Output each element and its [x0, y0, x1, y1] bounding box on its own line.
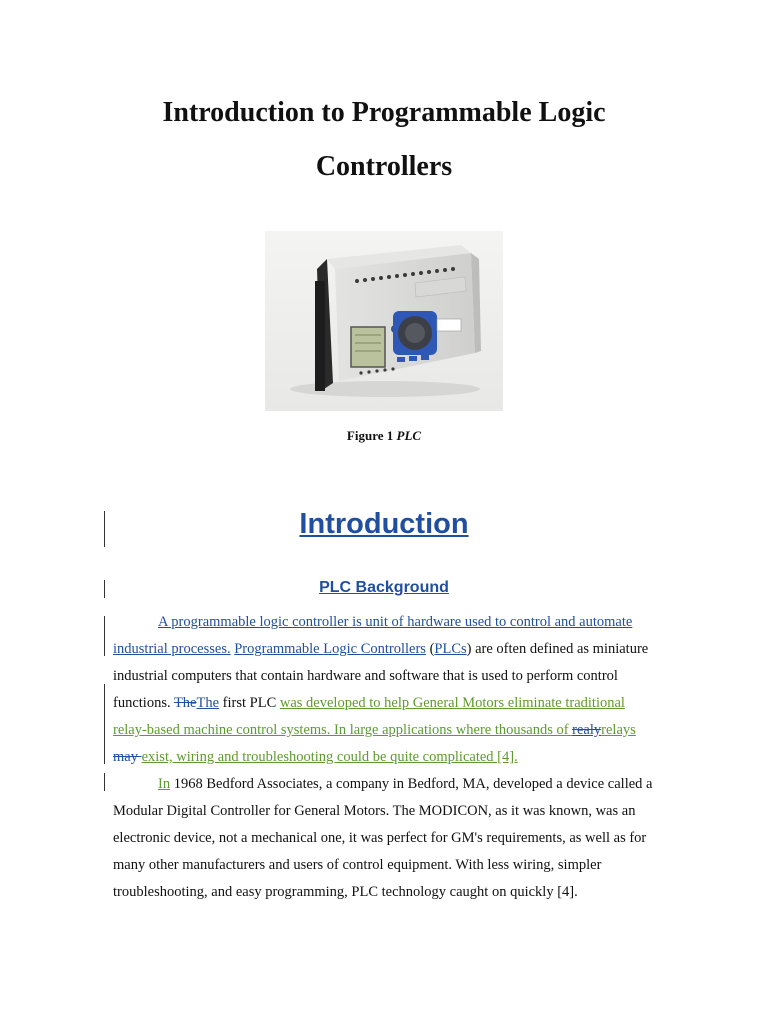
paragraph-plc-background — [113, 609, 653, 906]
revision-moved-text: was developed to help General Motors eliminate traditional relay-based machine control systems. In large applications where thousands of — [113, 695, 625, 738]
body-text: first PLC — [219, 695, 280, 711]
revision-moved-text: exist, wiring and troubleshooting could be quite complicated [4]. — [141, 749, 518, 765]
heading-introduction: Introduction — [299, 508, 469, 540]
body-text: 1968 Bedford Associates, a company in Bedford, MA, developed a device called a Modular Digital Controller for General Motors. The MODICON, as it was known, was an electronic device, not a mechanical one, it was perfect for GM's requirements, as well as for many other manufacturers and users of control equipment. With less wiring, simpler troubleshooting, and easy programming, PLC technology caught on quickly [4]. — [113, 776, 653, 900]
plcs-abbrev: PLCs — [434, 641, 467, 657]
caption-prefix: Figure 1 — [346, 428, 397, 443]
change-bar — [104, 616, 105, 656]
caption-label: PLC — [396, 428, 422, 443]
body-text: ) are often defined as miniature industrial computers that contain hardware and software that is used to perform control functions. — [113, 641, 649, 711]
revision-moved-text: relays — [601, 722, 636, 738]
revision-deleted-text: realy — [572, 722, 602, 738]
plc-device-illustration — [265, 231, 503, 411]
plc-figure-image — [265, 231, 503, 411]
document-title — [0, 86, 768, 194]
revision-text: ogic — [332, 641, 361, 657]
title-line-1: Introduction to Programmable Logic — [162, 97, 606, 128]
revision-c: C — [360, 641, 371, 657]
revision-text: rogrammable — [242, 641, 324, 657]
heading-plc-background: PLC Background — [319, 579, 449, 596]
revision-deleted-text: may — [113, 749, 142, 765]
revision-inserted-text: A programmable logic controller is unit of hardware used to control and automate industrial processes. — [113, 614, 633, 657]
figure-caption — [0, 428, 768, 444]
revision-inserted-text: The — [196, 695, 220, 711]
revision-l: L — [323, 641, 333, 657]
revision-p: P — [234, 641, 243, 657]
revision-inserted-text: In — [158, 776, 171, 792]
change-bar — [104, 684, 105, 764]
change-bar — [104, 773, 105, 791]
paren-open: ( — [425, 641, 435, 657]
revision-deleted-text: The — [173, 695, 197, 711]
revision-text: ontrollers — [370, 641, 426, 657]
title-line-2: Controllers — [315, 151, 453, 182]
